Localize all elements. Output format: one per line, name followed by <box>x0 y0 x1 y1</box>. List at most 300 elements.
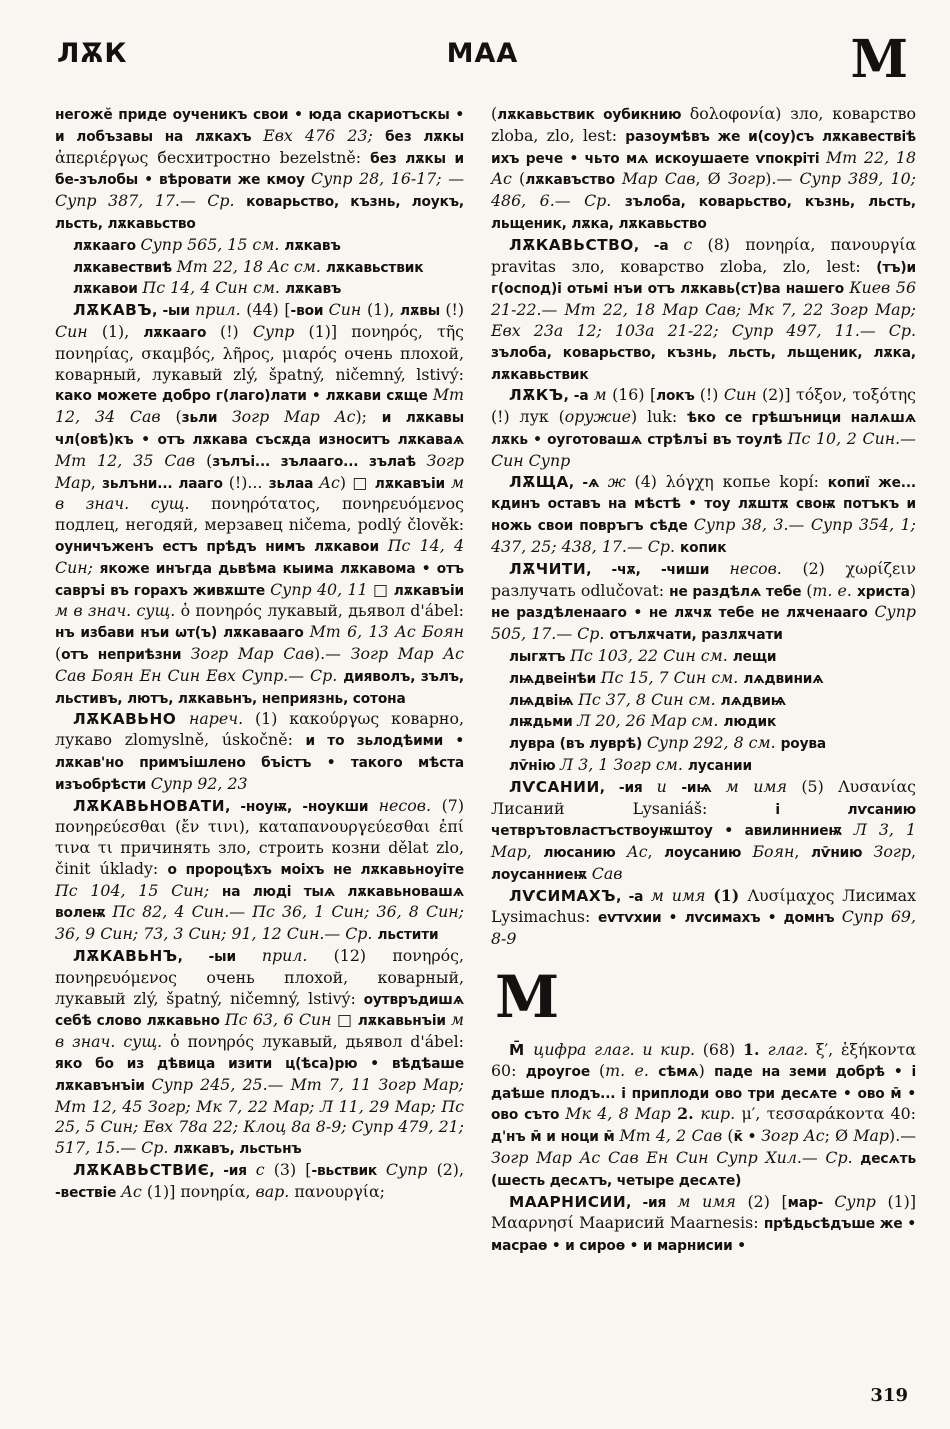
text-run: не раздѣленааго • не лѫчѫ тебе не лѫченааго <box>491 605 875 622</box>
text-run: (1), <box>101 321 144 341</box>
text-run: luk: <box>647 407 688 427</box>
text-run: м в знач. сущ. <box>55 472 464 514</box>
text-run: μ′, τεσσαράκοντα <box>741 1104 891 1124</box>
text-run: оутвръдишѧ себѣ слово лѫкавьно <box>55 991 465 1030</box>
text-run: , -ия <box>599 779 657 796</box>
text-run: лѵ̄нію <box>509 757 561 774</box>
text-run: без лѫкы и бе-зълобы • вѣровати же кмоу <box>55 150 464 189</box>
text-run: (2) [ <box>747 1191 788 1211</box>
text-run: лѵ̄нию <box>811 845 874 862</box>
text-run: копиї же... кдинъ оставъ на мѣстѣ • тоу лѫштѫ своѭ потъкъ и ножь свои повръгъ сѣде <box>491 474 916 535</box>
text-run: (4) <box>634 471 666 491</box>
text-run: ж <box>607 471 635 491</box>
text-run: Λυσίμαχος <box>747 885 843 905</box>
text-run: ЛѴСАНИИ <box>509 777 600 796</box>
text-run: на люді тыѧ лѫкавьновашѧ волеѭ <box>55 883 464 922</box>
text-run: Лисимах <box>842 885 916 905</box>
text-run: (!) <box>699 385 724 405</box>
xref-line <box>55 278 464 300</box>
text-run: Ас <box>319 472 340 492</box>
text-run: Lysimachus: <box>491 907 598 927</box>
text-run: (2), <box>436 1160 464 1180</box>
text-run: (16) [ <box>612 385 657 405</box>
xref-line <box>491 733 916 755</box>
text-run: Мт 22, 18 Ас <box>491 147 917 189</box>
text-run: нъ избави нъи ѡт(ъ) лѫкавааго <box>55 625 310 642</box>
running-head <box>55 29 910 104</box>
text-run: лѫкавъіи <box>393 582 464 599</box>
text-run: ( <box>206 450 213 470</box>
text-run: м имя <box>650 885 714 905</box>
text-run: (2) <box>802 558 846 578</box>
text-run: (5) <box>801 776 839 796</box>
text-run: нареч. <box>188 709 255 729</box>
running-head-left: ЛѪК <box>57 38 128 69</box>
text-run: коварно, лукаво <box>55 709 464 750</box>
text-run: Супр 245, 25.— Мт 7, 11 Зогр Мар; Мт 12, 45 Зогр; Мк 7, 22 Мар; Л 11, 29 Мар; Пс 25, 5 Син; Евх 78а 22; Клоц 8а 8-9; Супр 479, 21; 517, 15.— Ср. <box>55 1074 464 1158</box>
text-run: -иѩ <box>681 779 726 796</box>
text-run: -вьствик <box>311 1163 386 1180</box>
text-run: паде на земи добрѣ • і даѣше плодъ... і приплоди ово три десѧте • ово м̄ • ово съто <box>491 1063 917 1124</box>
text-run: кир. <box>700 1104 742 1124</box>
text-run: , <box>910 842 916 862</box>
text-run: лѫкааго <box>73 237 141 254</box>
page-number: 319 <box>870 1385 908 1407</box>
text-run: -вои <box>290 303 329 320</box>
right-column <box>491 104 916 1257</box>
text-run: Маарисий <box>579 1213 670 1233</box>
text-run: Lysaniáš: <box>632 798 776 818</box>
text-run: ѣко се грѣшъници налѧшѧ лѫкь • оуготовашѧ стрѣлъі въ тоулѣ <box>491 410 916 448</box>
text-run: ЛѴСИМАХЪ <box>509 886 617 905</box>
text-run: ( <box>55 643 62 663</box>
text-run: лѫкавьствик оубикнию <box>497 107 690 123</box>
text-run: ( <box>491 104 498 123</box>
text-run: , -а <box>616 888 651 905</box>
text-run: 60: <box>491 1060 526 1080</box>
text-run: (1), <box>366 300 401 320</box>
text-run: лоусанниеѭ <box>491 866 592 883</box>
running-head-letter: М <box>850 29 908 90</box>
text-run: м имя <box>725 776 802 796</box>
text-run: ) <box>909 580 916 600</box>
entry-paragraph <box>55 796 464 947</box>
text-run: πονηρός, τῆς πονηρίας, σκαμβός, λῆρος, μιαρός <box>55 321 465 363</box>
text-run: лѫкааго <box>143 324 221 341</box>
text-run: Зогр Мар Ас Сав Боян Ен Син Евх Супр.— Ср. <box>55 643 464 685</box>
xref-line <box>491 646 916 668</box>
text-run: dělat zlo, činit úklady: <box>55 838 464 878</box>
text-run: лѩдвіѩ <box>509 692 579 709</box>
text-run: odlučovat: <box>580 580 670 600</box>
text-run: людик <box>723 714 777 731</box>
text-run: Пс 14, 4 Син см. <box>142 278 285 298</box>
entry-paragraph <box>55 300 464 709</box>
text-run: Ас <box>626 842 648 862</box>
text-run: Пс 14, 4 Син; <box>55 535 464 577</box>
text-run: лѫвы <box>400 303 446 320</box>
text-run: бесхитростно <box>157 147 280 167</box>
text-run: , -ия <box>209 1163 256 1180</box>
text-run: ( <box>175 407 182 427</box>
text-run: лѫкавъіи <box>374 475 451 492</box>
text-run: Супр <box>385 1160 437 1180</box>
text-run: zloba, zlo, lest: <box>491 125 626 145</box>
entry-paragraph <box>491 559 916 646</box>
text-run: копик <box>680 539 727 556</box>
text-run: к̄ • <box>733 1129 762 1146</box>
text-run: , <box>647 842 665 862</box>
text-run: ЛѪКАВЬНОВАТИ <box>73 796 226 815</box>
text-run: ) <box>698 1060 715 1080</box>
text-run: несов. <box>729 558 803 578</box>
entry-paragraph <box>55 709 464 795</box>
text-run: (3) [ <box>273 1160 312 1180</box>
text-run: зьли <box>181 410 232 427</box>
text-run: ξ′, ἑξήκοντα <box>815 1040 916 1060</box>
entry-paragraph <box>491 472 916 559</box>
text-run: како можете добро г(лаго)лати • лѫкави сѫще <box>55 388 433 405</box>
text-run: ).— <box>889 1126 917 1146</box>
text-run: М̄ <box>509 1041 534 1060</box>
text-run: лѧдвиниѧ <box>743 670 824 687</box>
text-run: прил. <box>195 300 247 320</box>
text-run: лещи <box>732 648 777 665</box>
text-run: pravitas <box>491 256 572 276</box>
text-run: ).— <box>765 169 800 189</box>
text-run: о пророцѣхъ моіхъ не лѫкавьноуіте <box>167 861 464 878</box>
text-run: якоже инъгда дьвѣма кыима лѫкавома • отъ савръі въ горахъ живѫште <box>55 560 464 599</box>
text-run: лусании <box>687 757 752 774</box>
text-run: Супр <box>834 1191 888 1211</box>
text-run: , -ыи <box>177 949 262 966</box>
text-run: причинять зло, строить козни <box>120 838 389 858</box>
text-run: льстити <box>377 927 439 944</box>
text-run: і лѵсанию четврътовластъствоуѭштоу • авилинниеѭ <box>491 801 916 840</box>
text-run: зълоба, коварьство, къзнь, льсть, льщеник, лѫка, лѫкавьство <box>491 194 916 232</box>
text-run: лыгѫтъ <box>509 648 571 665</box>
text-run: Син <box>55 321 102 341</box>
entry-paragraph <box>55 1160 464 1204</box>
text-run: , -ноуѭ, -ноукши <box>225 798 379 815</box>
text-run: лѫкавъ, льстьнъ <box>173 1141 302 1158</box>
text-run: , <box>794 842 812 862</box>
text-run: (1)] <box>146 1181 181 1201</box>
text-run: ( <box>727 1126 734 1146</box>
text-run: не раздѣлѧ тебе <box>669 583 807 600</box>
text-run: (1) <box>713 885 748 905</box>
text-run: прил. <box>261 946 334 966</box>
text-run: ὁ πονηρός <box>170 1032 263 1052</box>
text-run: лѫкавествиѣ <box>73 259 177 276</box>
text-run: глаг. <box>767 1040 816 1060</box>
text-run: и <box>656 776 682 796</box>
text-run: Супр 38, 3.— Супр 354, 1; 437, 25; 438, 17.— Ср. <box>491 515 917 556</box>
text-run: Зогр Мар Ас <box>231 407 356 427</box>
text-run: ) зло, коварство <box>775 104 916 123</box>
text-run: д'нъ м̄ и ноци м̄ <box>491 1129 620 1146</box>
text-run: м имя <box>677 1191 748 1211</box>
text-run: христа <box>857 583 910 600</box>
text-run: kopí: <box>779 471 828 491</box>
text-run: Зогр Мар Сав <box>190 643 314 663</box>
text-run: зьлъни... лааго <box>102 475 229 492</box>
text-run: лоусанию <box>664 845 753 862</box>
text-run: лѫкавьнъіи <box>357 1013 451 1030</box>
text-run: ЛѪЧИТИ <box>509 559 587 578</box>
text-run: зьлаа <box>268 475 320 492</box>
text-run: отъ неприѣзни <box>61 646 191 663</box>
text-run: в знач. сущ. <box>73 601 181 621</box>
text-run: ЛѪЩА <box>509 472 569 491</box>
text-run: копье <box>722 471 780 491</box>
text-run: сѣмѧ <box>658 1063 699 1080</box>
text-run: (8) <box>707 234 746 254</box>
entry-paragraph <box>491 777 916 886</box>
text-run: (!)... <box>228 472 269 492</box>
text-run: Син <box>328 300 367 320</box>
text-run: яко бо из дѣвица изити ц(ѣса)рю • вѣдѣаше лѫкавънъіи <box>55 1056 464 1094</box>
text-run: ἀπεριέργως <box>55 147 158 167</box>
text-run: Μααρνησί <box>491 1213 580 1233</box>
text-run: bezelstně: <box>279 147 371 167</box>
text-run: м в знач. сущ. <box>55 1010 464 1052</box>
text-run: Л 3, 1 Мар <box>491 820 916 862</box>
text-run: лѫкавъ <box>284 237 341 254</box>
left-column <box>55 104 464 1257</box>
text-run: люсанию <box>543 845 627 862</box>
section-letter <box>495 963 916 1032</box>
text-run: (2)] <box>761 385 796 405</box>
entry-continuation <box>55 104 464 235</box>
text-run: дияволъ, зълъ, льстивъ, лютъ, лѫкавьнъ, неприязнь, сотона <box>55 668 464 707</box>
text-run: Мт 12, 34 Сав <box>55 385 464 427</box>
text-run: πονηρία, <box>180 1181 256 1201</box>
text-run: лѫкавъство <box>525 172 622 189</box>
text-run: , <box>90 472 103 492</box>
text-run: м <box>593 385 613 405</box>
text-run: Супр 292, 8 см. <box>646 733 781 753</box>
text-run: Пс 103, 22 Син см. <box>570 645 733 665</box>
text-run: еѵтѵхии • лѵсимахъ • домнъ <box>597 910 842 927</box>
text-run: т. е. <box>812 580 858 600</box>
text-run: πανουργία; <box>294 1181 385 1201</box>
text-run: 2. <box>677 1104 701 1124</box>
text-run: Син <box>723 385 762 405</box>
xref-line <box>491 668 916 690</box>
text-run: (1) <box>254 709 290 729</box>
text-run: ЛѪКЪ <box>509 386 564 405</box>
text-run: χωρίζειν <box>845 558 916 578</box>
text-run: Мар <box>853 1126 890 1146</box>
text-run: Maarnesis: <box>669 1213 764 1233</box>
entry-paragraph <box>491 235 916 386</box>
text-run: Зогр Мар Ас Сав Ен Син Супр Хил.— Ср. <box>491 1148 861 1168</box>
text-run: Мт 4, 2 Сав <box>619 1126 728 1146</box>
text-run: πονηρός, πονηρευόμενος <box>55 946 464 987</box>
text-run: (1)] <box>887 1191 917 1211</box>
text-run: с <box>255 1160 274 1180</box>
text-run: ) <box>631 407 648 427</box>
text-run: Лисаний <box>491 798 633 818</box>
text-run: отълѫчати, разлѫчати <box>609 627 783 644</box>
text-run: ničema, podlý člověk: <box>288 515 465 535</box>
text-run: Мк 4, 8 Мар <box>565 1104 678 1124</box>
text-run: Боян <box>752 842 795 862</box>
text-run: м <box>55 601 74 621</box>
text-run: ( <box>598 1060 606 1080</box>
text-run: дроугое <box>525 1063 599 1080</box>
text-run: ЛѪКАВЬСТВО <box>509 235 634 254</box>
text-run: зълоба, коварьство, къзнь, льсть, льщеник, лѫка, лѫкавьствик <box>491 344 916 383</box>
text-run: τόξον, τοξότης <box>795 385 917 405</box>
text-run: Супр 565, 15 см. <box>140 234 285 254</box>
text-run: Мар Сав <box>621 169 696 189</box>
text-run: δολοφονία <box>689 104 776 123</box>
text-run: zlý, špatný, ničemný, lstivý: <box>233 364 464 384</box>
text-run: ( <box>519 169 526 189</box>
text-run: оружие <box>564 407 632 427</box>
text-run: прѣдьсѣдъше же • масраѳ • и сироѳ • и марнисии • <box>491 1216 916 1255</box>
text-run: Пс 104, 15 Син; <box>55 880 222 900</box>
text-run: локъ <box>656 388 700 405</box>
text-run: ЛѪКАВЬСТВИЄ <box>73 1161 210 1180</box>
text-run: 1. <box>742 1040 768 1060</box>
entry-paragraph <box>55 946 464 1160</box>
text-run: Супр 69, 8-9 <box>491 907 917 949</box>
text-run: Мт 6, 13 Ас Боян <box>309 622 464 642</box>
text-run: зълъі... зълааго... зълаѣ <box>212 453 427 470</box>
text-run: Л 3, 1 Зогр см. <box>560 754 688 774</box>
text-run: лѧдвиѩ <box>720 692 787 709</box>
text-run: , -ѧ <box>568 474 608 491</box>
text-run: , -ыи <box>152 303 196 320</box>
text-run: Λυσανίας <box>838 776 917 796</box>
text-run: (!) <box>445 300 465 320</box>
text-run: Супр 28, 16-17; — Супр 387, 17.— Ср. <box>55 169 464 211</box>
text-run: (12) <box>333 946 393 966</box>
text-run: ).— <box>313 643 351 663</box>
text-run: мар- <box>787 1194 835 1211</box>
text-run: Супр 505, 17.— Ср. <box>491 602 916 644</box>
xref-line <box>55 235 464 257</box>
text-run: , -а <box>633 237 684 254</box>
text-run: κακούργως <box>289 709 392 729</box>
xref-line <box>491 711 916 733</box>
text-run: роува <box>780 736 827 753</box>
text-run: Зогр Мар <box>55 450 464 492</box>
text-run: лѫкавьствик <box>325 259 424 276</box>
text-run: Пс 82, 4 Син.— Пс 36, 1 Син; 36, 8 Син; 36, 9 Син; 73, 3 Син; 91, 12 Син.— Ср. <box>55 902 464 944</box>
text-run: цифра глаг. и кир. <box>533 1040 703 1060</box>
text-run: разлучать <box>491 580 581 600</box>
text-run: Пс 37, 8 Син см. <box>578 689 721 709</box>
text-run: Супр 389, 10; 486, 6.— Ср. <box>491 169 916 211</box>
text-run: Л 20, 26 Мар см. <box>577 711 724 731</box>
text-run: десѧть (шесть десѧтъ, четыре десѧте) <box>491 1151 916 1189</box>
text-run: несов. <box>378 795 442 815</box>
text-run: и лѫкавы чл(овѣ)къ • отъ лѫкава съсѫда износитъ лѫкаваѧ <box>55 410 464 448</box>
text-run: (!) <box>220 321 253 341</box>
text-run: лѩдвеінѣи <box>509 670 601 687</box>
text-run: ( <box>806 580 813 600</box>
text-run: Пс 63, 6 Син <box>224 1010 337 1030</box>
text-run: λόγχη <box>665 471 723 491</box>
text-run: лукавый, дьявол <box>267 601 411 621</box>
text-run: Зогр <box>727 169 766 189</box>
text-run: очень плохой, коварный, лукавый <box>55 967 464 1008</box>
text-run: □ <box>337 1010 358 1030</box>
text-run: т. е. <box>605 1060 659 1080</box>
text-run: лѭдьми <box>509 714 578 731</box>
text-run: очень плохой, коварный, лукавый <box>55 343 464 384</box>
text-run: (44) [ <box>246 300 291 320</box>
text-run: и то зьлодѣими • лѫкав'но примъішлено бъістъ • такого мѣста изъобрѣсти <box>55 733 465 793</box>
text-run: лувра (въ луврѣ) <box>509 736 647 753</box>
text-run: Зогр <box>873 842 911 862</box>
text-run: ) □ <box>339 472 375 492</box>
text-run: Мт 22, 18 Ас см. <box>176 256 326 276</box>
text-run: подлец, негодяй, мерзавец <box>55 515 289 535</box>
text-run: ЛѪКАВЪ <box>73 301 153 320</box>
xref-line <box>491 755 916 777</box>
text-run: -вествіе <box>55 1184 121 1201</box>
text-run: лукавый, дьявол <box>262 1032 411 1052</box>
text-run: πονηρότατος, πονηρευόμενος <box>211 494 465 514</box>
text-run: МААРНИСИИ <box>509 1192 627 1211</box>
text-run: ); <box>355 407 382 427</box>
text-run: М <box>495 963 560 1032</box>
text-run: Зогр Ас <box>761 1126 825 1146</box>
text-run: ; Ø <box>824 1126 854 1146</box>
text-run: πονηρεύεσθαι (ἔν τινι), καταπανουργεύεσθαι ἐπί τινα τι <box>55 817 464 858</box>
text-run: Мт 12, 35 Сав <box>55 450 207 470</box>
text-run: без лѫкы <box>385 128 464 145</box>
text-run: Сав <box>591 863 623 883</box>
text-run: негожӗ приде оученикъ свои • юда скариотъскы • и лобъзавы на лѫкахъ <box>55 107 464 145</box>
text-run: (!) лук ( <box>491 407 565 427</box>
text-run: πονηρία, πανουργία <box>745 234 917 254</box>
text-run: , -а <box>563 388 594 405</box>
text-run: zlý, špatný, ničemný, lstivý: <box>133 988 364 1008</box>
entry-continuation <box>491 104 916 235</box>
text-run: , -ия <box>626 1194 678 1211</box>
text-run: , -чѫ, -чиши <box>586 561 730 578</box>
text-run: □ <box>373 579 394 599</box>
xref-line <box>55 257 464 279</box>
text-run: Супр 40, 11 <box>270 579 374 599</box>
text-run: лѫкавои <box>73 281 143 298</box>
text-run: Супр <box>252 321 309 341</box>
text-run: Ас <box>120 1181 147 1201</box>
text-run: оуничъженъ естъ прѣдъ нимъ лѫкавои <box>55 538 388 555</box>
text-run: ЛѪКАВЬНЪ <box>73 947 178 966</box>
text-run: лѫкавъ <box>284 281 342 298</box>
entry-paragraph <box>491 886 916 950</box>
text-run: zlomyslně, úskočně: <box>124 730 306 750</box>
text-run: Пс 15, 7 Син см. <box>600 667 744 687</box>
text-run: d'ábel: <box>410 601 464 621</box>
entry-paragraph <box>491 1040 916 1192</box>
text-run: ὁ πονηρός <box>180 601 268 621</box>
text-run: Супр 92, 23 <box>150 773 248 793</box>
text-run: (тъ)и г(оспод)і отьмі нъи отъ лѫкавь(ст)ва нашего <box>491 259 916 298</box>
text-run: ЛѪКАВЬНО <box>73 710 189 729</box>
xref-line <box>491 690 916 712</box>
text-run: Евх 476 23; <box>263 125 386 145</box>
text-run: (7) <box>441 795 464 815</box>
text-run: d'ábel: <box>410 1032 464 1052</box>
